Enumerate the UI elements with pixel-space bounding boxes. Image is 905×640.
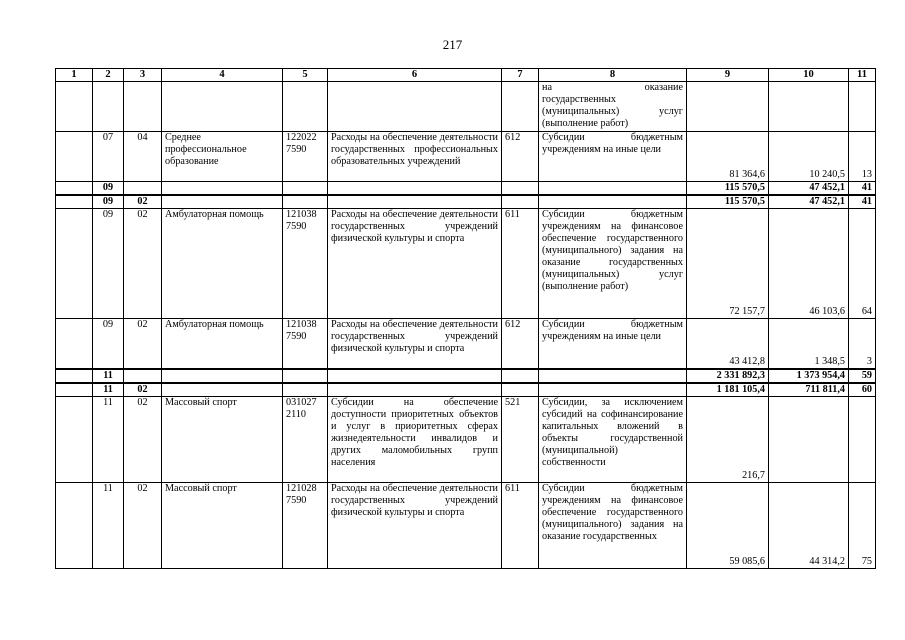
percent-executed: 60 [849, 383, 876, 397]
percent-executed: 41 [849, 182, 876, 196]
type-description [539, 82, 687, 132]
total-row [56, 182, 876, 196]
subsection-code [124, 369, 162, 383]
subsection-name: Массовый спорт [162, 482, 283, 568]
amount-executed [769, 396, 849, 482]
target-article-code: 122022 7590 [283, 132, 328, 182]
percent-executed: 59 [849, 369, 876, 383]
table-row [56, 396, 876, 482]
subsection-name: Массовый спорт [162, 396, 283, 482]
col-header-9: 9 [687, 69, 769, 82]
total-row [56, 369, 876, 383]
col-header-11: 11 [849, 69, 876, 82]
target-article-code: 031027 2110 [283, 396, 328, 482]
section-code: 09 [93, 195, 124, 209]
target-article-code: 121028 7590 [283, 482, 328, 568]
subsection-code: 02 [124, 383, 162, 397]
amount-planned: 81 364,6 [687, 132, 769, 182]
amount-planned: 1 181 105,4 [687, 383, 769, 397]
amount-executed: 47 452,1 [769, 182, 849, 196]
expense-type-code: 611 [502, 209, 539, 319]
section-code: 11 [93, 383, 124, 397]
cont-line: (выполнение работ) [542, 118, 629, 129]
amount-planned: 72 157,7 [687, 209, 769, 319]
table-row [56, 132, 876, 182]
subsection-code: 02 [124, 195, 162, 209]
percent-executed: 64 [849, 209, 876, 319]
budget-table [55, 68, 876, 569]
percent-executed: 13 [849, 132, 876, 182]
col-header-4: 4 [162, 69, 283, 82]
col-header-7: 7 [502, 69, 539, 82]
section-code: 11 [93, 482, 124, 568]
percent-executed: 41 [849, 195, 876, 209]
target-article-code: 121038 7590 [283, 209, 328, 319]
col-header-2: 2 [93, 69, 124, 82]
section-code: 11 [93, 369, 124, 383]
total-row [56, 195, 876, 209]
amount-planned: 115 570,5 [687, 182, 769, 196]
cont-line: (муниципальных) услуг [542, 106, 683, 117]
subsection-code [124, 182, 162, 196]
col-header-1: 1 [56, 69, 93, 82]
percent-executed: 75 [849, 482, 876, 568]
total-row [56, 383, 876, 397]
percent-executed [849, 396, 876, 482]
subsection-code: 02 [124, 319, 162, 369]
col-header-8: 8 [539, 69, 687, 82]
amount-planned: 2 331 892,3 [687, 369, 769, 383]
section-code: 09 [93, 182, 124, 196]
subsection-code: 04 [124, 132, 162, 182]
amount-executed: 46 103,6 [769, 209, 849, 319]
table-row [56, 319, 876, 369]
article-name: Субсидии на обеспечение доступности приоритетных объектов и услуг в приоритетных сферах жизнедеятельности инвалидов и других маломобильных групп населения [328, 396, 502, 482]
subsection-code: 02 [124, 482, 162, 568]
amount-executed: 44 314,2 [769, 482, 849, 568]
section-code: 09 [93, 209, 124, 319]
article-name: Расходы на обеспечение деятельности государственных учреждений физической культуры и спорта [328, 482, 502, 568]
subsection-name: Среднее профессиональное образование [162, 132, 283, 182]
amount-planned: 43 412,8 [687, 319, 769, 369]
amount-executed: 1 373 954,4 [769, 369, 849, 383]
table-row [56, 209, 876, 319]
article-name: Расходы на обеспечение деятельности государственных профессиональных образовательных учреждений [328, 132, 502, 182]
table-row [56, 482, 876, 568]
amount-executed: 47 452,1 [769, 195, 849, 209]
col-header-3: 3 [124, 69, 162, 82]
subsection-name: Амбулаторная помощь [162, 209, 283, 319]
amount-planned: 216,7 [687, 396, 769, 482]
section-code: 07 [93, 132, 124, 182]
amount-planned: 115 570,5 [687, 195, 769, 209]
section-code: 09 [93, 319, 124, 369]
subsection-name: Амбулаторная помощь [162, 319, 283, 369]
type-description: Субсидии бюджетным учреждениям на финансовое обеспечение государственного (муниципального) задания на оказание государственных (муниципальных) услуг (выполнение работ) [539, 209, 687, 319]
amount-planned: 59 085,6 [687, 482, 769, 568]
type-description: Субсидии бюджетным учреждениям на иные цели [539, 319, 687, 369]
article-name: Расходы на обеспечение деятельности государственных учреждений физической культуры и спорта [328, 319, 502, 369]
type-description: Субсидии бюджетным учреждениям на финансовое обеспечение государственного (муниципального) задания на оказание государственных [539, 482, 687, 568]
percent-executed: 3 [849, 319, 876, 369]
expense-type-code: 521 [502, 396, 539, 482]
expense-type-code: 612 [502, 132, 539, 182]
table-row [56, 82, 876, 132]
amount-executed: 711 811,4 [769, 383, 849, 397]
subsection-code: 02 [124, 396, 162, 482]
section-code: 11 [93, 396, 124, 482]
subsection-code: 02 [124, 209, 162, 319]
type-description: Субсидии бюджетным учреждениям на иные цели [539, 132, 687, 182]
expense-type-code: 611 [502, 482, 539, 568]
col-header-10: 10 [769, 69, 849, 82]
expense-type-code: 612 [502, 319, 539, 369]
col-header-6: 6 [328, 69, 502, 82]
page-number: 217 [442, 37, 463, 52]
type-description: Субсидии, за исключением субсидий на софинансирование капитальных вложений в объекты государственной (муниципальной) собственности [539, 396, 687, 482]
article-name: Расходы на обеспечение деятельности государственных учреждений физической культуры и спорта [328, 209, 502, 319]
cont-line: государственных [542, 94, 616, 105]
cont-line: на оказание [542, 82, 683, 93]
target-article-code: 121038 7590 [283, 319, 328, 369]
col-header-5: 5 [283, 69, 328, 82]
amount-executed: 1 348,5 [769, 319, 849, 369]
header-row [56, 69, 876, 82]
amount-executed: 10 240,5 [769, 132, 849, 182]
